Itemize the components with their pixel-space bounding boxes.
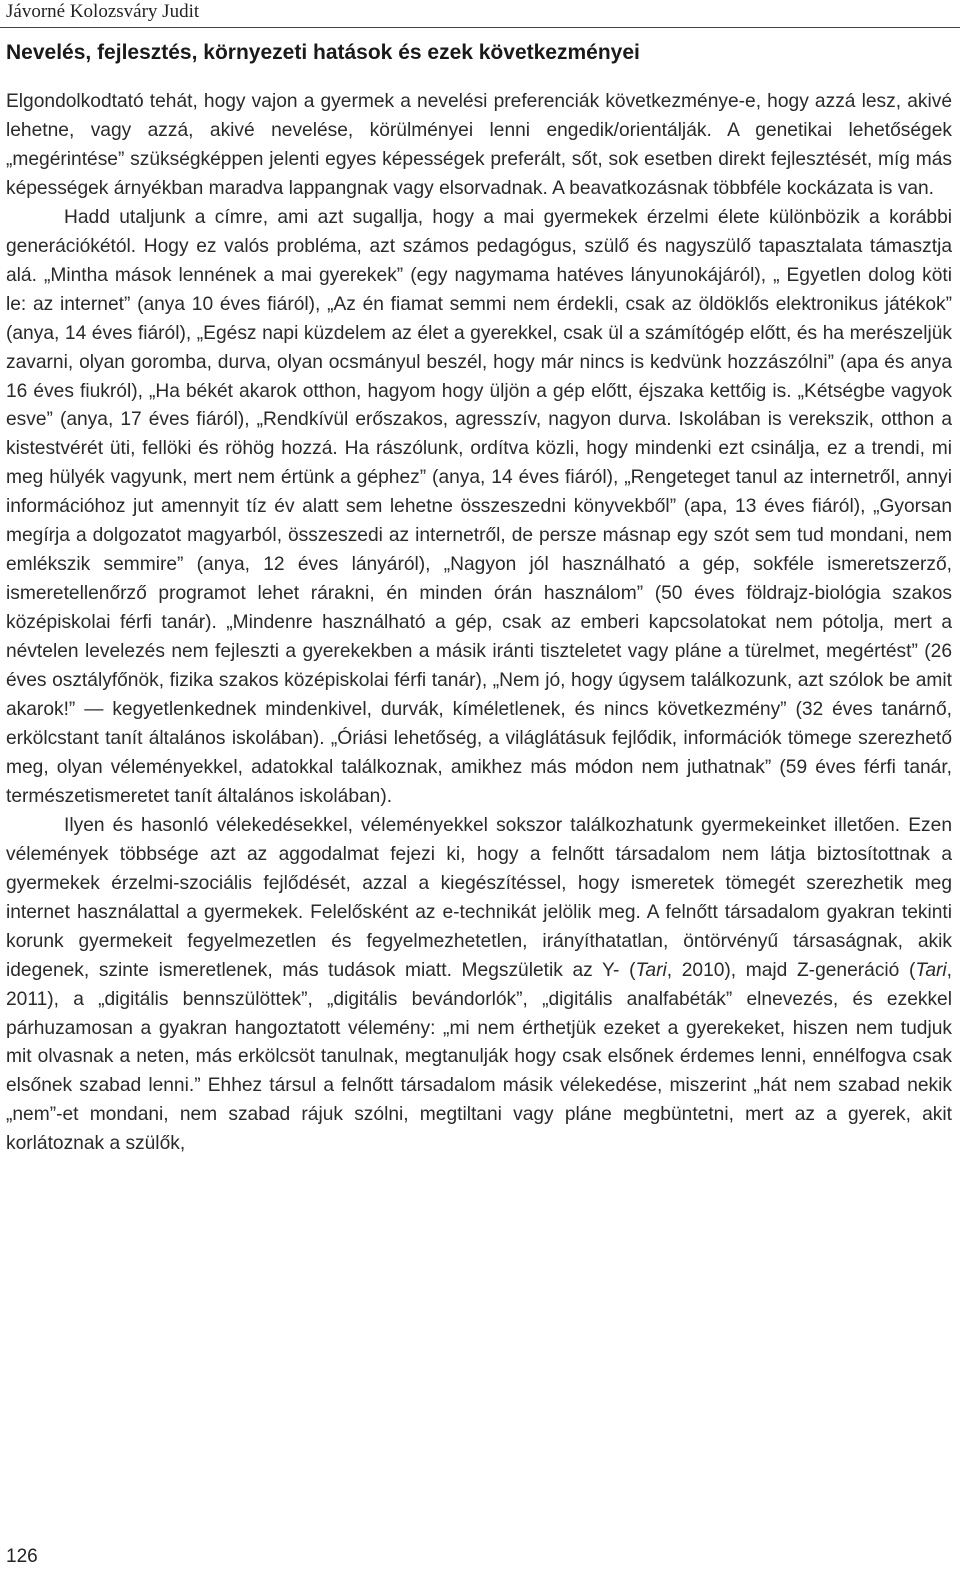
- citation-author-2: Tari: [915, 959, 947, 981]
- header-rule: [0, 27, 960, 28]
- body-text: [6, 88, 952, 1159]
- paragraph-3-part-a: Ilyen és hasonló vélekedésekkel, véleményekkel sokszor találkozhatunk gyermekeinket illetően. Ezen vélemények többsége azt az aggodalmat fejezi ki, hogy a felnőtt társadalom nem látja biztosítottnak a gyermekek érzelmi-szociális fejlődését, azzal a kiegészítéssel, hogy ismeretek tömegét szerezhetik meg internet használattal a gyermekek. Felelősként az e-technikát jelölik meg. A felnőtt társadalom gyakran tekinti korunk gyermekeit fegyelmezetlen és fegyelmezhetetlen, irányíthatatlan, öntörvényű társaságnak, akik idegenek, szinte ismeretlenek, más tudások miatt. Megszületik az Y- (: [6, 814, 952, 981]
- citation-year-1: , 2010), majd Z-generáció (: [666, 959, 916, 981]
- section-title: Nevelés, fejlesztés, környezeti hatások és ezek következményei: [6, 41, 640, 64]
- page-number: 126: [6, 1546, 38, 1567]
- paragraph-1: Elgondolkodtató tehát, hogy vajon a gyermek a nevelési preferenciák következménye-e, hogy azzá lesz, akivé lehetne, vagy azzá, akivé nevelése, körülményei lenni engedik/orientálják. A genetikai lehetőségek „megérintése” szükségképpen jelenti egyes képességek preferált, sőt, sok esetben direkt fejlesztését, míg más képességek árnyékban maradva lappangnak vagy elsorvadnak. A beavatkozásnak többféle kockázata is van.: [6, 91, 952, 199]
- citation-author-1: Tari: [635, 959, 667, 981]
- paragraph-3: [6, 812, 952, 1159]
- paragraph-3-part-b: , 2011), a „digitális bennszülöttek”, „digitális bevándorlók”, „digitális analfabéták” elnevezés, és ezekkel párhuzamosan a gyakran hangoztatott vélemény: „mi nem érthetjük ezeket a gyerekeket, hiszen nem tudjuk mit olvasnak a neten, más erkölcsöt tanulnak, megtanulják hogy csak elsőnek érdemes lenni, ennélfogva csak elsőnek szabad lenni.” Ehhez társul a felnőtt társadalom másik vélekedése, miszerint „hát nem szabad nekik „nem”-et mondani, nem szabad rájuk szólni, megtiltani vagy pláne megbüntetni, mert az a gyerek, akit korlátoznak a szülők,: [6, 959, 953, 1155]
- paragraph-2: Hadd utaljunk a címre, ami azt sugallja, hogy a mai gyermekek érzelmi élete különbözik a korábbi generációkétól. Hogy ez valós probléma, azt számos pedagógus, szülő és nagyszülő tapasztalata támasztja alá. „Mintha mások lennének a mai gyerekek” (egy nagymama hatéves lányunokájáról), „ Egyetlen dolog köti le: az internet” (anya 10 éves fiáról), „Az én fiamat semmi nem érdekli, csak az öldöklős elektronikus játékok” (anya, 14 éves fiáról), „Egész napi küzdelem az élet a gyerekkel, csak ül a számítógép előtt, és ha merészeljük zavarni, olyan goromba, durva, olyan ocsmányul beszél, hogy már nincs is kedvünk hozzászólni” (apa és anya 16 éves fiukról), „Ha békét akarok otthon, hagyom hogy üljön a gép előtt, éjszaka kettőig is. „Kétségbe vagyok esve” (anya, 17 éves fiáról), „Rendkívül erőszakos, agresszív, nagyon durva. Iskolában is verekszik, otthon a kistestvérét üti, fellöki és röhög hozzá. Ha rászólunk, ordítva közli, hogy mindenki ezt csinálja, ez a trendi, mi meg hülyék vagyunk, mert nem értünk a géphez” (anya, 14 éves fiáról), „Rengeteget tanul az internetről, annyi információhoz jut amennyit tíz év alatt sem lehetne összeszedni könyvekből” (apa, 13 éves fiáról), „Gyorsan megírja a dolgozatot magyarból, összeszedi az internetről, de persze másnap egy szót sem tud mondani, nem emlékszik semmire” (anya, 12 éves lányáról), „Nagyon jól használható a gép, sokféle ismeretszerző, ismeretellenőrző programot lehet rárakni, én minden órán használom” (50 éves földrajz-biológia szakos középiskolai férfi tanár). „Mindenre használható a gép, csak az emberi kapcsolatokat nem pótolja, mert a névtelen levelezés nem fejleszti a gyerekekben a másik iránti tiszteletet vagy pláne a türelmet, megértést” (26 éves osztályfőnök, fizika szakos középiskolai férfi tanár), „Nem jó, hogy úgysem találkozunk, azt szólok be amit akarok!” — kegyetlenkednek mindenkivel, durvák, kíméletlenek, és nincs következmény” (32 éves tanárnő, erkölcstant tanít általános iskolában). „Óriási lehetőség, a világlátásuk fejlődik, információk tömege szerezhető meg, olyan véleményekkel, adatokkal találkoznak, amikhez más módon nem juthatnak” (59 éves férfi tanár, természetismeretet tanít általános iskolában).: [6, 206, 952, 807]
- running-head-author: Jávorné Kolozsváry Judit: [6, 1, 200, 22]
